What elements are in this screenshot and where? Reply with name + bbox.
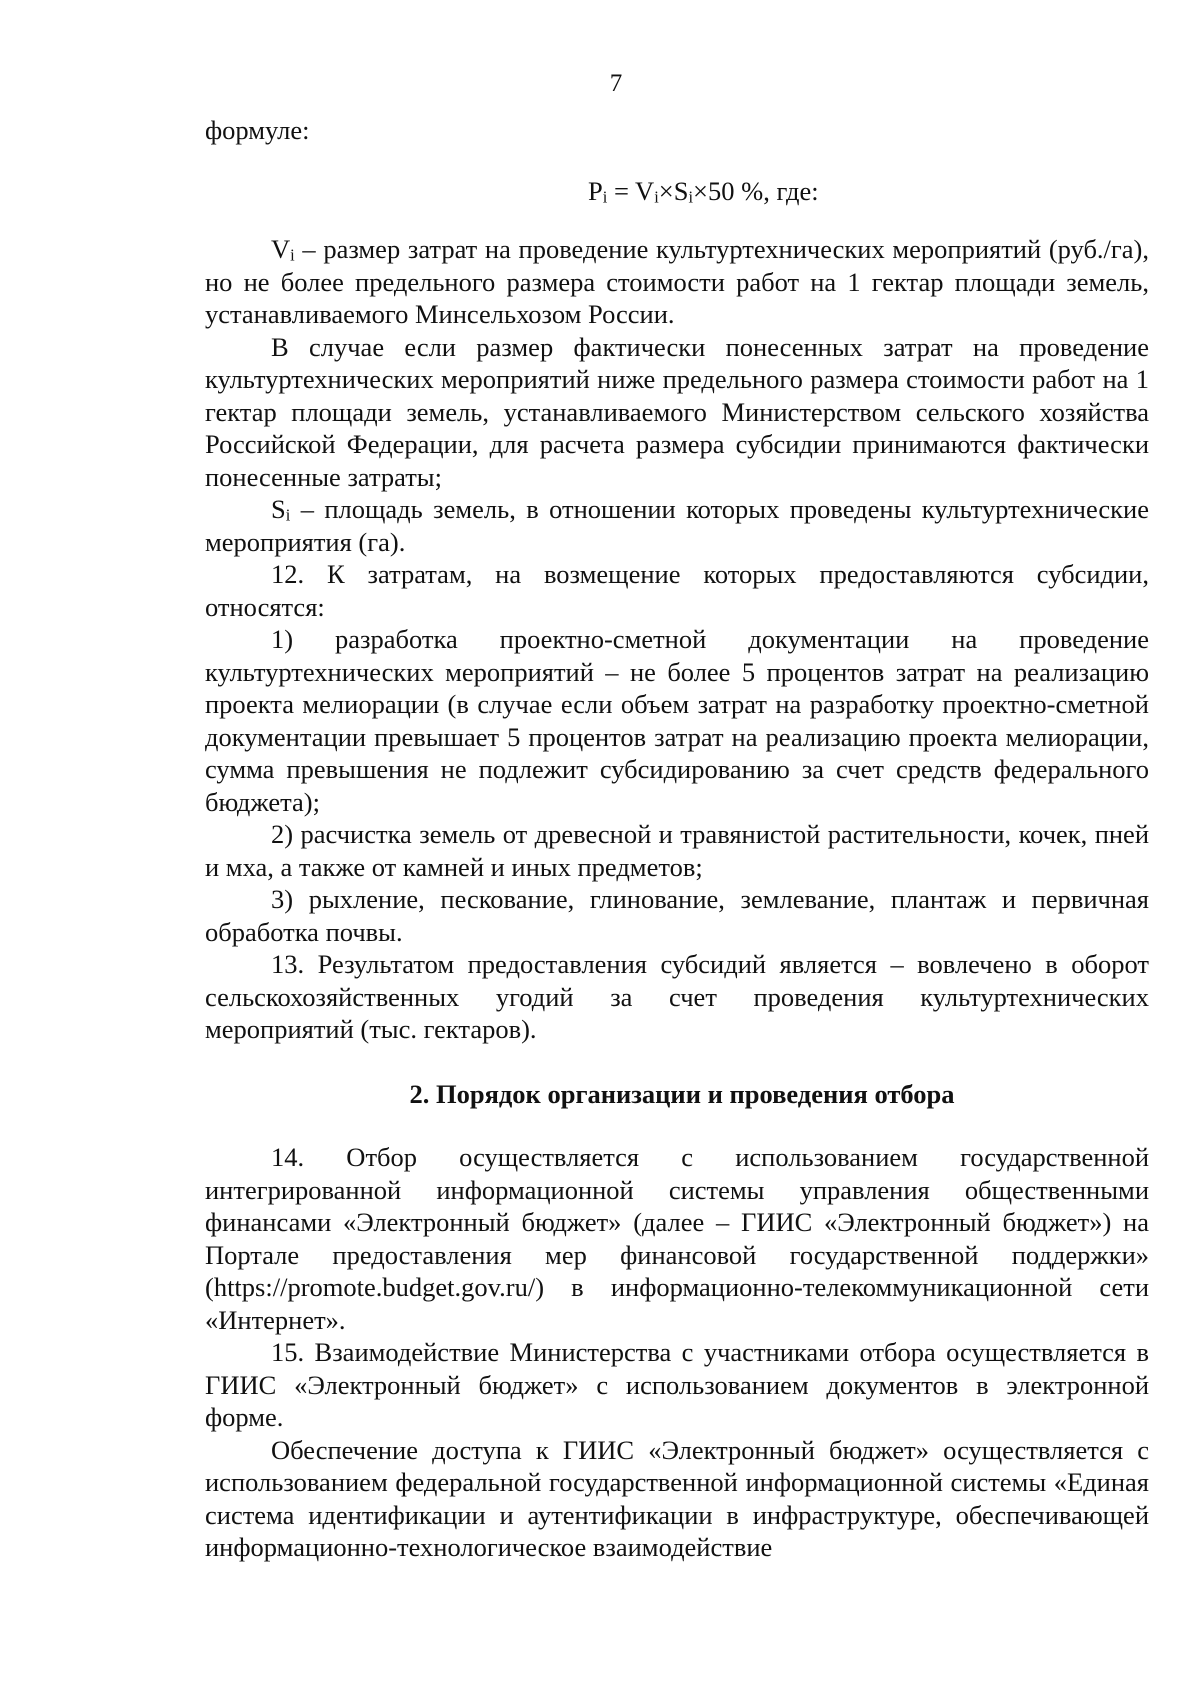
formula-v-sub: i <box>654 186 659 206</box>
definition-v-sub: i <box>290 245 295 265</box>
section-heading: 2. Порядок организации и проведения отбора <box>409 1078 955 1109</box>
formula-s-sub: i <box>688 186 694 206</box>
formula-tail: 50 %, где: <box>708 175 819 206</box>
item-13: 13. Результатом предоставления субсидий является – вовлечено в оборот сельскохозяйственных угодий за счет проведения культуртехнических мероприятий (тыс. гектаров). <box>205 949 1149 1044</box>
document-body <box>205 114 1149 1564</box>
definition-v-symbol: V <box>271 234 291 264</box>
definition-v-text: – размер затрат на проведение культуртехнических мероприятий (руб./га), но не более предельного размера стоимости работ на 1 гектар площади земель, устанавливаемого Минсельхозом России. <box>205 234 1149 329</box>
definition-s-symbol: S <box>271 494 286 524</box>
definition-s-text: – площадь земель, в отношении которых проведены культуртехнические мероприятия (га). <box>205 494 1149 557</box>
paragraph-actual-costs: В случае если размер фактически понесенных затрат на проведение культуртехнических мероприятий ниже предельного размера стоимости работ на 1 гектар площади земель, устанавливаемого Министерством сельского хозяйства Российской Федерации, для расчета размера субсидии принимаются фактически понесенные затраты; <box>205 331 1149 492</box>
item-12: 12. К затратам, на возмещение которых предоставляются субсидии, относятся: <box>205 559 1149 622</box>
item-12-1: 1) разработка проектно-сметной документации на проведение культуртехнических мероприятий – не более 5 процентов затрат на реализацию проекта мелиорации (в случае если объем затрат на разработку проектно-сметной документации превышает 5 процентов затрат на реализацию проекта мелиорации, сумма превышения не подлежит субсидированию за счет средств федерального бюджета); <box>205 624 1149 817</box>
page-number: 7 <box>609 70 623 97</box>
definition-v <box>205 233 1149 331</box>
formula-p: P <box>588 175 603 206</box>
formula-intro: формуле: <box>205 115 310 145</box>
formula-times-2: × <box>693 175 708 206</box>
formula-s: S <box>673 175 689 206</box>
formula-v: V <box>635 175 655 206</box>
formula <box>205 175 1149 208</box>
formula-times-1: × <box>658 175 674 206</box>
item-14: 14. Отбор осуществляется с использованием государственной интегрированной информационной системы управления общественными финансами «Электронный бюджет» (далее – ГИИС «Электронный бюджет») на Портале предоставления мер финансовой государственной поддержки» (https://promote.budget.gov.ru/) в информационно-телекоммуникационной сети «Интернет». <box>205 1142 1149 1335</box>
definition-s-sub: i <box>285 505 291 525</box>
paragraph-access: Обеспечение доступа к ГИИС «Электронный бюджет» осуществляется с использованием федеральной государственной информационной системы «Единая система идентификации и аутентификации в инфраструктуре, обеспечивающей информационно-технологическое взаимодействие <box>205 1434 1149 1562</box>
item-12-3: 3) рыхление, пескование, глинование, землевание, плантаж и первичная обработка почвы. <box>205 884 1149 947</box>
formula-p-sub: i <box>602 186 608 206</box>
item-12-2: 2) расчистка земель от древесной и травянистой растительности, кочек, пней и мха, а также от камней и иных предметов; <box>205 819 1149 882</box>
item-15: 15. Взаимодействие Министерства с участниками отбора осуществляется в ГИИС «Электронный бюджет» с использованием документов в электронной форме. <box>205 1337 1149 1432</box>
definition-s <box>205 493 1149 558</box>
formula-eq: = <box>607 175 636 206</box>
